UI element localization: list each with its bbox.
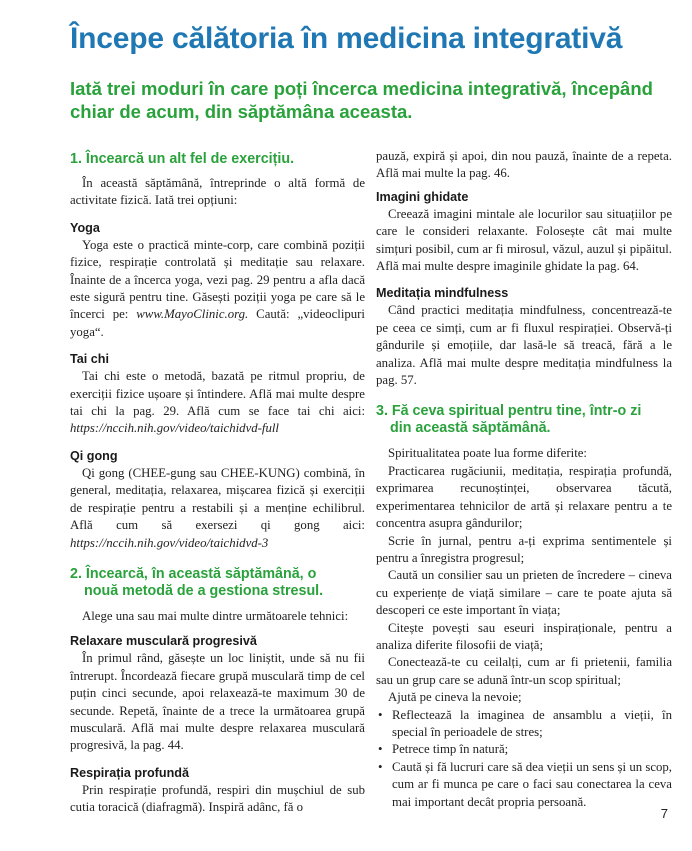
section-1-heading: 1. Încearcă un alt fel de exercițiu. <box>70 151 295 167</box>
relax-text: În primul rând, găsește un loc liniștit, unde să nu fii întrerupt. Încordează fiecare grupă musculară timp de cel puțin cinci secunde, apoi relaxează-te maximum 30 de secunde. Repetă, înainte de a trece la următoarea grupă musculară. Află mai multe despre relaxarea musculară progresivă, la pag. 44. <box>70 651 365 753</box>
spiritual-bullet-list <box>376 707 672 811</box>
imagery-text: Creează imagini mintale ale locurilor sau situațiilor pe care le consideri relaxante. Folosește cât mai multe simțuri posibil, cum ar fi mirosul, văzul, auzul și pipăitul. Află mai multe despre imaginile ghidate la pag. 64. <box>376 206 672 274</box>
bullet-icon: • <box>378 759 383 774</box>
taichi-heading: Tai chi <box>70 352 109 367</box>
section-2-heading-line-2: nouă metodă de a gestiona stresul. <box>84 582 324 599</box>
bullet-icon: • <box>378 742 383 757</box>
spiritual-paragraph: Practicarea rugăciunii, meditația, respirația profundă, exprimarea recunoștinței, observarea tăcută, experimentarea tehnicilor de artă și relaxare pentru a te concentra asupra gândurilor; <box>376 463 672 531</box>
mindfulness-heading: Meditația mindfulness <box>376 286 509 301</box>
left-column <box>70 148 365 817</box>
taichi-text <box>70 368 365 438</box>
spiritual-paragraph: Spiritualitatea poate lua forme diferite: <box>388 446 587 461</box>
page-number: 7 <box>660 806 668 821</box>
taichi-link[interactable]: https://nccih.nih.gov/video/taichidvd-full <box>70 421 279 436</box>
qigong-text-main: Qi gong (CHEE-gung sau CHEE-KUNG) combină, în general, meditația, relaxarea, mișcarea fizică și exerciții de respirație pentru a restabili și a menține echilibrul. Află cum să exersezi qi gong aici: <box>70 465 365 533</box>
page-subtitle: Iată trei moduri în care poți încerca medicina integrativă, începând chiar de acum, din săptămâna aceasta. <box>70 78 653 122</box>
relax-heading: Relaxare musculară progresivă <box>70 634 257 649</box>
yoga-text-after: Caută: „videoclipuri yoga“. <box>70 307 365 339</box>
yoga-link[interactable]: www.MayoClinic.org. <box>136 307 249 322</box>
spiritual-paragraph: Ajută pe cineva la nevoie; <box>388 690 522 705</box>
page-title: Începe călătoria în medicina integrativă <box>70 22 623 55</box>
section-2-heading-line-1: 2. Încearcă, în această săptămână, o <box>70 565 317 582</box>
breathing-text-left: Prin respirație profundă, respiri din mușchiul de sub cutia toracică (diafragmă). Inspiră adânc, fă o <box>70 782 365 815</box>
list-item-text: Caută și fă lucruri care să dea vieții un sens și un scop, cum ar fi munca pe care o faci sau conectarea la ceva mai important decât propria persoană. <box>392 759 672 809</box>
list-item-text: Petrece timp în natură; <box>392 742 509 757</box>
right-column <box>376 148 672 811</box>
qigong-link[interactable]: https://nccih.nih.gov/video/taichidvd-3 <box>70 535 269 550</box>
qigong-heading: Qi gong <box>70 448 118 463</box>
section-3-body <box>376 445 672 811</box>
list-item <box>376 707 672 742</box>
spiritual-paragraph: Scrie în jurnal, pentru a-ți exprima sentimentele și pentru a înregistra progresul; <box>376 533 672 565</box>
yoga-text-main: Yoga este o practică minte-corp, care combină poziții fizice, respirație controlată și meditație sau relaxare. Înainte de a încerca yoga, vezi pag. 29 pentru a afla dacă este sigură pentru tine. Găsești poziții yoga pe care să le încerci pe: <box>70 237 365 322</box>
yoga-heading: Yoga <box>70 220 100 235</box>
list-item-text: Reflectează la imaginea de ansamblu a vieții, în special în perioadele de stres; <box>392 707 672 739</box>
spiritual-paragraph: Conectează-te cu ceilalți, cum ar fi prietenii, familia sau un grup care se adună într-un scop spiritual; <box>376 655 672 687</box>
list-item <box>376 741 672 758</box>
list-item <box>376 759 672 811</box>
spiritual-paragraph: Citește povești sau eseuri inspiraționale, pentru a analiza diferite filosofii de viață; <box>376 620 672 652</box>
section-2-heading <box>70 566 365 600</box>
section-1-intro: În această săptămână, întreprinde o altă formă de activitate fizică. Iată trei opțiuni: <box>70 176 365 208</box>
breathing-heading: Respirația profundă <box>70 765 189 780</box>
bullet-icon: • <box>378 707 383 722</box>
spiritual-paragraph: Caută un consilier sau un prieten de încredere – cineva cu experiențe de viață similare – care te poate ajuta să descoperi ce este important în viața; <box>376 568 672 618</box>
taichi-text-main: Tai chi este o metodă, bazată pe ritmul propriu, de exerciții fizice ușoare și întindere. Află mai multe despre tai chi la pag. 29. Află cum se face tai chi aici: <box>70 369 365 419</box>
section-3-heading-line-2: din această săptămână. <box>390 420 551 437</box>
section-2-intro: Alege una sau mai multe dintre următoarele tehnici: <box>82 608 349 623</box>
mindfulness-text: Când practici meditația mindfulness, concentrează-te pe ceea ce simți, cum ar fi fluxul respirației. Observă-ți gândurile și emoțiile, dar lasă-le să treacă, fără a le analiza. Află mai multe despre meditația mindfulness la pag. 57. <box>376 303 672 388</box>
section-3-heading <box>376 403 672 437</box>
yoga-text <box>70 237 365 341</box>
qigong-text <box>70 465 365 552</box>
breathing-text-continued: pauză, expiră și apoi, din nou pauză, înainte de a repeta. Află mai multe la pag. 46. <box>376 149 672 181</box>
imagery-heading: Imagini ghidate <box>376 189 469 204</box>
section-3-heading-line-1: 3. Fă ceva spiritual pentru tine, într-o zi <box>376 403 642 420</box>
